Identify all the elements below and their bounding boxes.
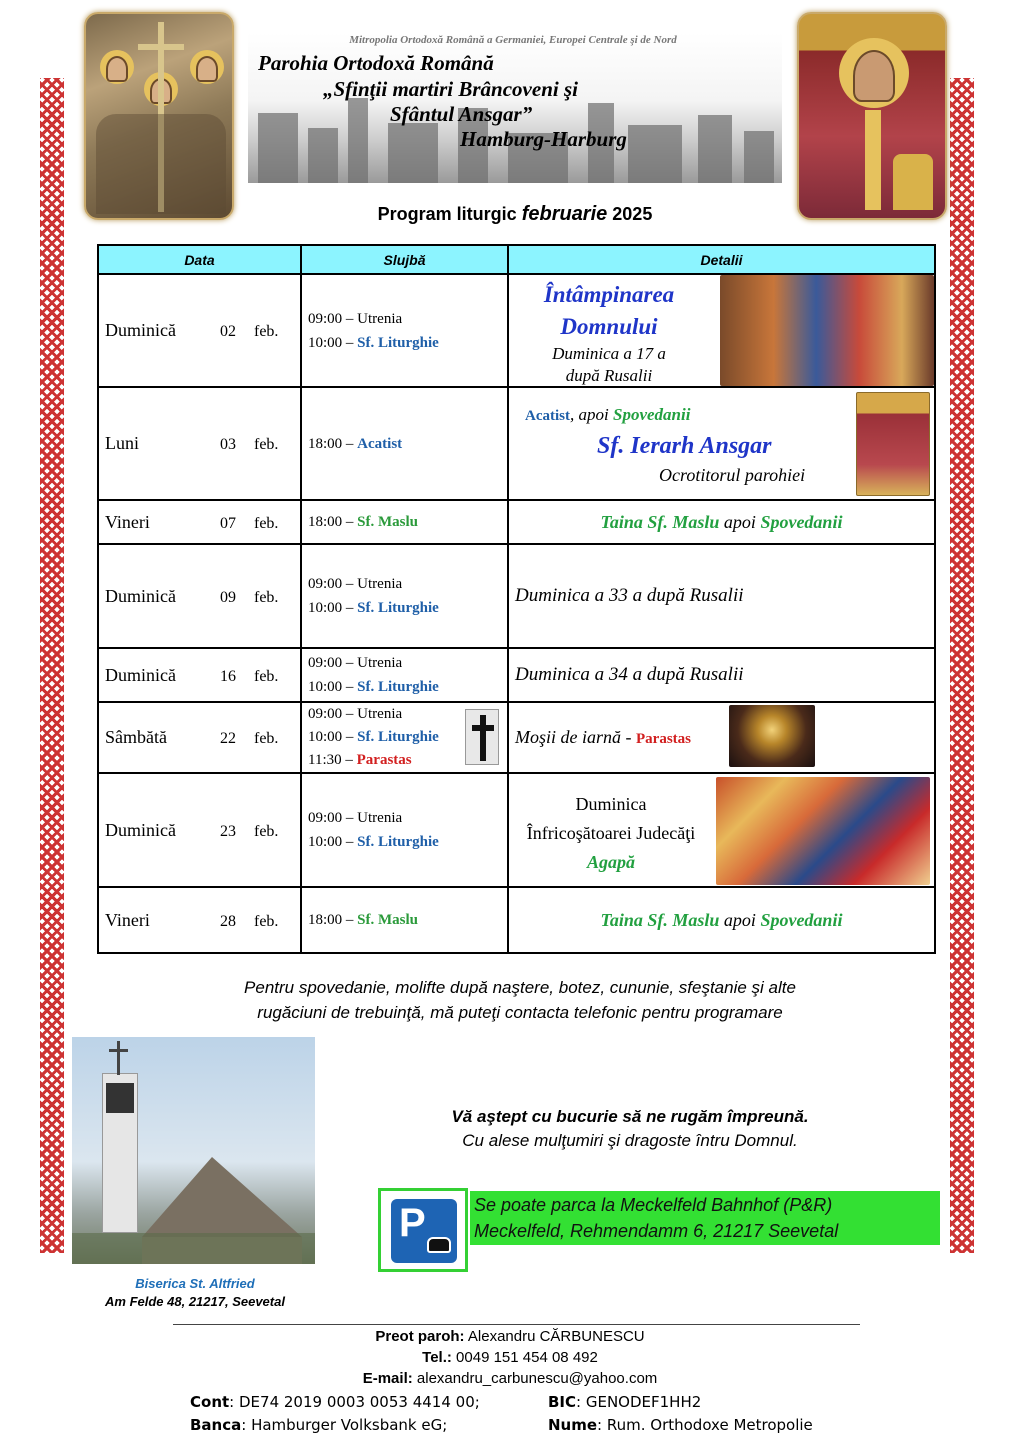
- date-cell: Duminică 16 feb.: [98, 648, 301, 702]
- liturgical-schedule-table: [97, 244, 936, 954]
- parking-sign-box: [378, 1188, 468, 1272]
- decorative-border-left: [40, 78, 64, 1253]
- details-cell: Taina Sf. Maslu apoi Spovedanii: [508, 887, 935, 953]
- account-line: Cont: DE74 2019 0003 0053 4414 00;: [190, 1393, 480, 1411]
- date-cell: Vineri 28 feb.: [98, 887, 301, 953]
- metropolie-name: Mitropolia Ortodoxă Română a Germaniei, Europei Centrale şi de Nord: [349, 34, 677, 46]
- parish-title-line2: „Sfinţii martiri Brâncoveni şi: [323, 77, 578, 101]
- church-caption: Biserica St. Altfried Am Felde 48, 21217, Seevetal: [105, 1276, 285, 1309]
- priest-line: Preot paroh: Alexandru CĂRBUNESCU: [375, 1328, 645, 1345]
- parking-icon: P: [391, 1199, 457, 1263]
- date-cell: Sâmbătă 22 feb.: [98, 702, 301, 773]
- memorial-candles-photo: [729, 705, 815, 767]
- details-cell: Taina Sf. Maslu apoi Spovedanii: [508, 500, 935, 544]
- cross-icon: [465, 709, 499, 765]
- date-cell: Duminică 23 feb.: [98, 773, 301, 887]
- church-photo: [72, 1037, 315, 1264]
- program-title: Program liturgic februarie 2025: [377, 203, 653, 225]
- table-row: [98, 274, 935, 387]
- service-cell: 09:00 – Utrenia 10:00 – Sf. Liturghie: [301, 274, 508, 387]
- greeting: Vă aştept cu bucurie să ne rugăm împreună. Cu alese mulţumiri şi dragoste întru Domnul.: [451, 1107, 809, 1150]
- saint-ansgar-icon: [797, 12, 947, 220]
- parish-title-line4: Hamburg-Harburg: [460, 127, 627, 151]
- date-cell: Duminică 09 feb.: [98, 544, 301, 648]
- header-detalii: Detalii: [508, 245, 935, 274]
- email-line: E-mail: alexandru_carbunescu@yahoo.com: [362, 1370, 658, 1387]
- parish-title-line1: Parohia Ortodoxă Română: [258, 51, 494, 75]
- parish-title-line3: Sfântul Ansgar”: [390, 102, 533, 126]
- details-cell: Întâmpinarea Domnului Duminica a 17 a după Rusalii: [508, 274, 935, 387]
- table-row: [98, 387, 935, 500]
- service-cell: 18:00 – Sf. Maslu: [301, 500, 508, 544]
- account-name-line: Nume: Rum. Orthodoxe Metropolie: [548, 1416, 813, 1434]
- saint-ansgar-small-icon: [856, 392, 930, 496]
- details-cell: Duminica Înfricoşătoarei Judecăţi Agapă: [508, 773, 935, 887]
- service-cell: 09:00 – Utrenia 10:00 – Sf. Liturghie: [301, 544, 508, 648]
- date-cell: Duminică 02 feb.: [98, 274, 301, 387]
- table-row: [98, 544, 935, 648]
- date-cell: Vineri 07 feb.: [98, 500, 301, 544]
- date-cell: Luni 03 feb.: [98, 387, 301, 500]
- table-row: [98, 702, 935, 773]
- bank-line: Banca: Hamburger Volksbank eG;: [190, 1416, 448, 1434]
- table-header-row: [98, 245, 935, 274]
- service-cell: 09:00 – Utrenia 10:00 – Sf. Liturghie: [301, 773, 508, 887]
- parking-info: Se poate parca la Meckelfeld Bahnhof (P&R) Meckelfeld, Rehmendamm 6, 21217 Seevetal: [470, 1191, 940, 1245]
- header-data: Data: [98, 245, 301, 274]
- details-cell: Moşii de iarnă - Parastas: [508, 702, 935, 773]
- service-cell: 18:00 – Sf. Maslu: [301, 887, 508, 953]
- brancoveni-saints-icon: [84, 12, 234, 220]
- footer-divider: [173, 1324, 860, 1325]
- service-cell: 18:00 – Acatist: [301, 387, 508, 500]
- last-judgment-icon: [716, 777, 930, 885]
- table-row: [98, 887, 935, 953]
- bic-line: BIC: GENODEF1HH2: [548, 1393, 702, 1411]
- table-row: [98, 773, 935, 887]
- table-row: [98, 648, 935, 702]
- service-cell: 09:00 – Utrenia 10:00 – Sf. Liturghie 11:30 – Parastas: [301, 702, 508, 773]
- details-cell: Duminica a 34 a după Rusalii: [508, 648, 935, 702]
- table-row: [98, 500, 935, 544]
- presentation-of-the-lord-icon: [720, 275, 934, 386]
- phone-line: Tel.: 0049 151 454 08 492: [422, 1349, 598, 1366]
- service-cell: 09:00 – Utrenia 10:00 – Sf. Liturghie: [301, 648, 508, 702]
- decorative-border-right: [950, 78, 974, 1253]
- contact-note: Pentru spovedanie, molifte după naştere, botez, cununie, sfeştanie şi alte rugăciuni de trebuinţă, mă puteţi contacta telefonic pentru programare: [244, 978, 796, 1022]
- car-icon: [427, 1237, 451, 1253]
- details-cell: Acatist, apoi Spovedanii Sf. Ierarh Ansgar Ocrotitorul parohiei: [508, 387, 935, 500]
- header-slujba: Slujbă: [301, 245, 508, 274]
- details-cell: Duminica a 33 a după Rusalii: [508, 544, 935, 648]
